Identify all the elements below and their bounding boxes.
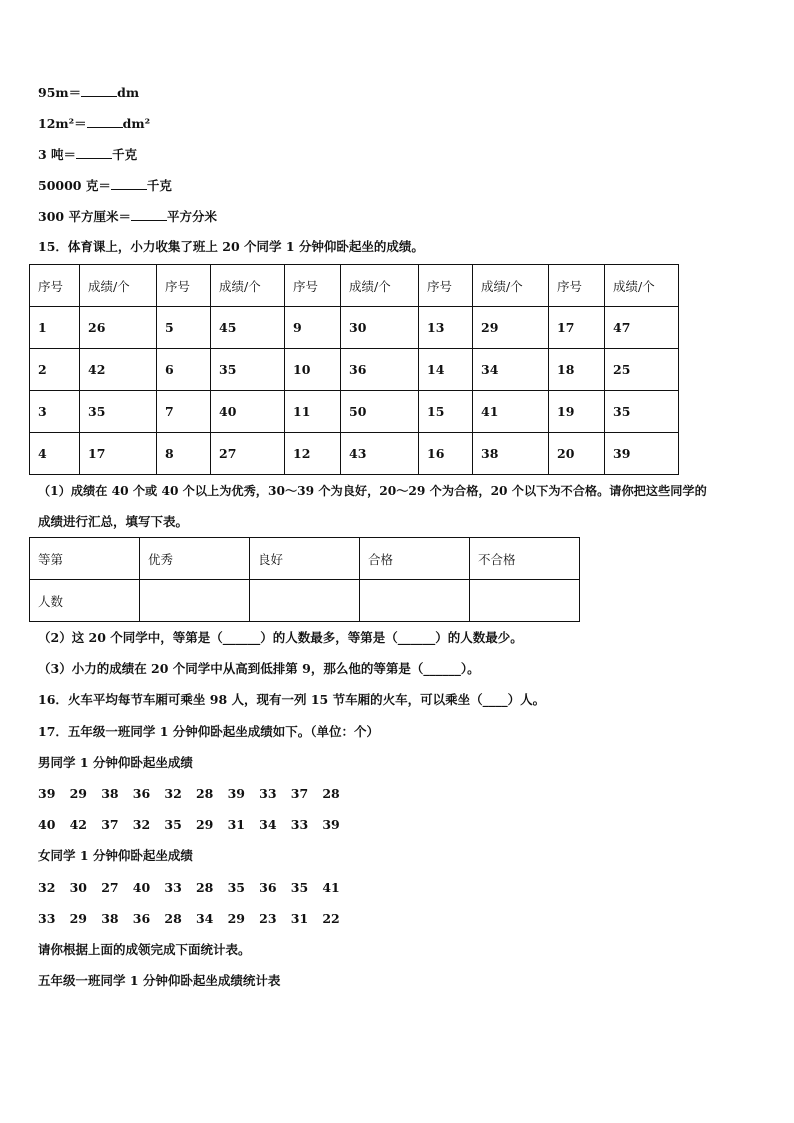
table-cell: 39	[605, 433, 679, 475]
header-cell: 序号	[419, 265, 473, 307]
girls-scores-row-2	[38, 911, 354, 927]
score-table	[29, 264, 679, 475]
table-cell: 26	[80, 307, 157, 349]
table-cell: 36	[341, 349, 419, 391]
table-cell: 6	[157, 349, 211, 391]
score-value: 38	[101, 911, 119, 926]
table-row	[30, 391, 679, 433]
table-cell: 17	[80, 433, 157, 475]
table-cell: 18	[549, 349, 605, 391]
table-cell: 4	[30, 433, 80, 475]
score-value: 32	[132, 817, 151, 832]
answer-blank[interactable]	[131, 208, 167, 221]
header-cell: 良好	[250, 538, 360, 580]
table-cell: 19	[549, 391, 605, 433]
table-cell: 16	[419, 433, 473, 475]
score-value: 42	[69, 817, 87, 832]
table-cell: 34	[473, 349, 549, 391]
header-cell: 序号	[157, 265, 211, 307]
score-value: 33	[290, 817, 309, 832]
table-cell: 1	[30, 307, 80, 349]
girls-scores-label: 女同学 1 分钟仰卧起坐成绩	[38, 848, 193, 863]
q15-part3: （3）小力的成绩在 20 个同学中从高到低排第 9，那么他的等第是（______）。	[38, 661, 480, 676]
score-value: 28	[322, 786, 340, 801]
table-cell: 3	[30, 391, 80, 433]
score-value: 31	[227, 817, 245, 832]
header-cell: 序号	[30, 265, 80, 307]
conversion-12m2: 12m²＝ dm²	[38, 116, 151, 131]
score-value: 39	[38, 786, 56, 801]
score-value: 28	[195, 786, 214, 801]
table-cell: 11	[285, 391, 341, 433]
header-cell: 合格	[360, 538, 470, 580]
header-cell: 成绩/个	[473, 265, 549, 307]
score-value: 39	[322, 817, 340, 832]
score-value: 40	[132, 880, 151, 895]
table-cell: 43	[341, 433, 419, 475]
score-value: 29	[69, 911, 87, 926]
conversion-95m: 95m＝ dm	[38, 85, 140, 100]
table-cell: 47	[605, 307, 679, 349]
table-cell: 35	[211, 349, 285, 391]
q15-part1-line1: （1）成绩在 40 个或 40 个以上为优秀，30～39 个为良好，20～29 个为合格，20 个以下为不合格。请你把这些同学的	[38, 484, 707, 498]
table-cell: 20	[549, 433, 605, 475]
score-value: 28	[164, 911, 182, 926]
header-cell: 不合格	[470, 538, 580, 580]
table-cell: 13	[419, 307, 473, 349]
girls-scores-row-1	[38, 880, 354, 896]
answer-cell[interactable]	[140, 580, 250, 622]
score-value: 40	[38, 817, 56, 832]
answer-blank[interactable]	[111, 177, 147, 190]
table-cell: 42	[80, 349, 157, 391]
grade-count-row	[30, 580, 580, 622]
table-cell: 10	[285, 349, 341, 391]
boys-scores-row-2	[38, 817, 354, 833]
header-cell: 优秀	[140, 538, 250, 580]
boys-scores-row-1	[38, 786, 354, 802]
header-cell: 序号	[285, 265, 341, 307]
score-value: 33	[38, 911, 56, 926]
score-value: 23	[259, 911, 277, 926]
answer-cell[interactable]	[470, 580, 580, 622]
answer-blank[interactable]	[76, 146, 112, 159]
question-15-title: 15．体育课上，小力收集了班上 20 个同学 1 分钟仰卧起坐的成绩。	[38, 239, 424, 254]
answer-blank[interactable]	[81, 84, 117, 97]
table-cell: 25	[605, 349, 679, 391]
grade-header-row	[30, 538, 580, 580]
score-value: 35	[164, 817, 182, 832]
table-cell: 45	[211, 307, 285, 349]
score-value: 29	[69, 786, 87, 801]
score-value: 35	[227, 880, 245, 895]
conversion-3ton: 3 吨＝ 千克	[38, 147, 138, 162]
table-cell: 38	[473, 433, 549, 475]
question-17-title: 17．五年级一班同学 1 分钟仰卧起坐成绩如下。（单位：个）	[38, 724, 380, 739]
score-value: 32	[164, 786, 182, 801]
question-16: 16．火车平均每节车厢可乘坐 98 人，现有一列 15 节车厢的火车，可以乘坐（____）人。	[38, 692, 546, 707]
score-value: 36	[132, 786, 151, 801]
score-value: 37	[290, 786, 309, 801]
score-value: 32	[38, 880, 56, 895]
answer-cell[interactable]	[250, 580, 360, 622]
score-value: 29	[227, 911, 245, 926]
score-value: 39	[227, 786, 245, 801]
score-value: 34	[195, 911, 214, 926]
score-value: 30	[69, 880, 87, 895]
table-cell: 35	[80, 391, 157, 433]
q15-part1-line2: 成绩进行汇总，填写下表。	[38, 514, 189, 529]
grade-table	[29, 537, 580, 622]
boys-scores-label: 男同学 1 分钟仰卧起坐成绩	[38, 755, 193, 770]
score-value: 36	[132, 911, 151, 926]
table-cell: 35	[605, 391, 679, 433]
table-cell: 5	[157, 307, 211, 349]
score-value: 29	[195, 817, 214, 832]
header-cell: 成绩/个	[80, 265, 157, 307]
score-value: 33	[164, 880, 182, 895]
table-cell: 14	[419, 349, 473, 391]
score-value: 27	[101, 880, 119, 895]
table-row	[30, 349, 679, 391]
header-cell: 成绩/个	[341, 265, 419, 307]
header-cell: 成绩/个	[605, 265, 679, 307]
table-cell: 40	[211, 391, 285, 433]
table-cell: 9	[285, 307, 341, 349]
table-cell: 29	[473, 307, 549, 349]
score-value: 33	[259, 786, 277, 801]
table-cell: 8	[157, 433, 211, 475]
table-cell: 27	[211, 433, 285, 475]
row-label: 人数	[30, 580, 140, 622]
table-cell: 2	[30, 349, 80, 391]
table-row	[30, 307, 679, 349]
header-cell: 等第	[30, 538, 140, 580]
score-value: 36	[259, 880, 277, 895]
table-row	[30, 433, 679, 475]
header-cell: 成绩/个	[211, 265, 285, 307]
q17-table-title: 五年级一班同学 1 分钟仰卧起坐成绩统计表	[38, 973, 281, 988]
answer-cell[interactable]	[360, 580, 470, 622]
table-cell: 41	[473, 391, 549, 433]
conversion-300cm2: 300 平方厘米＝ 平方分米	[38, 209, 217, 224]
score-value: 35	[290, 880, 309, 895]
table-cell: 17	[549, 307, 605, 349]
conversion-50000g: 50000 克＝ 千克	[38, 178, 172, 193]
q15-part2: （2）这 20 个同学中，等第是（______）的人数最多，等第是（______）的人数最少。	[38, 630, 523, 645]
header-cell: 序号	[549, 265, 605, 307]
score-value: 38	[101, 786, 119, 801]
score-value: 22	[322, 911, 340, 926]
score-value: 37	[101, 817, 119, 832]
table-cell: 7	[157, 391, 211, 433]
score-value: 31	[290, 911, 309, 926]
table-cell: 30	[341, 307, 419, 349]
answer-blank[interactable]	[87, 115, 123, 128]
table-cell: 15	[419, 391, 473, 433]
table-cell: 50	[341, 391, 419, 433]
table-header-row	[30, 265, 679, 307]
score-value: 34	[259, 817, 277, 832]
q17-instruction: 请你根据上面的成领完成下面统计表。	[38, 942, 251, 957]
score-value: 28	[195, 880, 214, 895]
score-value: 41	[322, 880, 340, 895]
table-cell: 12	[285, 433, 341, 475]
